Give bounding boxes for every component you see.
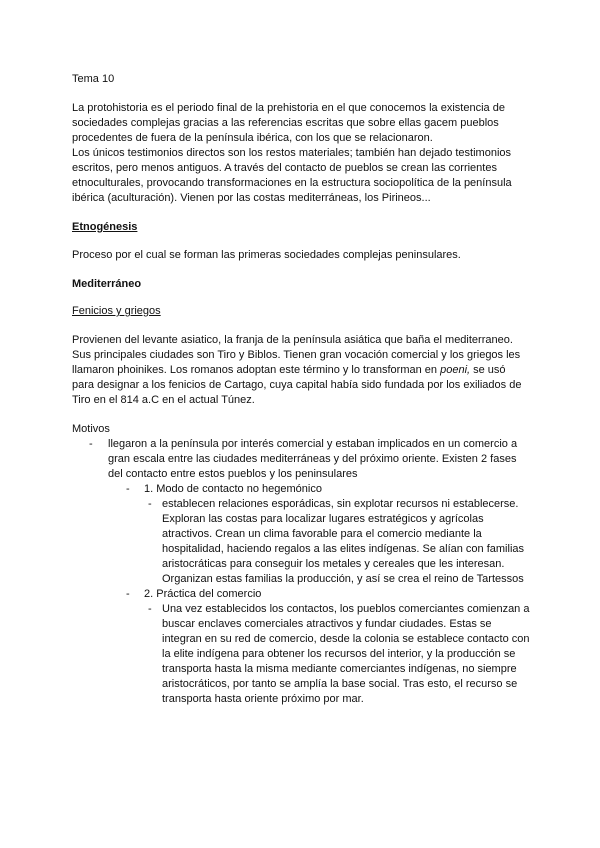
intro-paragraph-2: Los únicos testimonios directos son los restos materiales; también han dejado testimonios escritos, pero menos antiguos. A través del contacto de pueblos se crean las corrientes etnoculturales, provocando transformaciones en la estructura sociopolítica de la península ibérica (aculturación). Vienen por las costas mediterráneas, los Pirineos...: [72, 147, 512, 204]
motivos-label: Motivos: [72, 423, 110, 435]
etnogenesis-heading: Etnogénesis: [72, 221, 138, 233]
list-item: [144, 497, 530, 587]
dash-bullet: -: [148, 603, 152, 615]
fenicios-text-italic: poeni,: [440, 364, 471, 376]
fenicios-griegos-heading: Fenicios y griegos: [72, 305, 161, 317]
spacer: [72, 263, 530, 277]
spacer: [72, 206, 530, 220]
fenicios-text-b: se usó para designar a los fenicios de Cartago, cuya capital había sido fundada por los exiliados de Tiro en el 814 a.C en el actual Túnez.: [72, 364, 522, 406]
dash-bullet: -: [148, 498, 152, 510]
dash-bullet: -: [126, 588, 130, 600]
fase-2-text: Una vez establecidos los contactos, los pueblos comerciantes comienzan a buscar enclaves comerciales atractivos y fundar ciudades. Estas se integran en su red de comercio, desde la colonia se establece contacto con la elite indígena para obtener los recursos del interior, y la producción se transporta hasta la misma mediante comerciantes indígenas, no siempre aristocráticos, por tanto se amplía la base social. Tras esto, el recurso se transporta hasta oriente próximo por mar.: [162, 603, 530, 705]
fase-1-list: [144, 497, 530, 587]
dash-bullet: -: [89, 438, 93, 450]
etnogenesis-definition: Proceso por el cual se forman las primeras sociedades complejas peninsulares.: [72, 249, 461, 261]
mediterraneo-heading: Mediterráneo: [72, 278, 142, 290]
topic-title: Tema 10: [72, 73, 115, 85]
spacer: [72, 408, 530, 422]
list-item: [108, 587, 530, 707]
motivo-text: llegaron a la península por interés comercial y estaban implicados en un comercio a gran escala entre las ciudades mediterráneas y del próximo oriente. Existen 2 fases del contacto entre estos pueblos y los peninsulares: [108, 438, 518, 480]
fases-list: [108, 482, 530, 707]
fase-1-text: establecen relaciones esporádicas, sin explotar recursos ni establecerse. Exploran las costas para localizar lugares estratégicos y agrícolas atractivos. Crean un clima favorable para el comercio mediante la hospitalidad, haciendo regalos a las elites indígenas. Se alían con familias aristocráticas para conseguir los metales y cereales que les interesan. Organizan estas familias la producción, y así se crea el reino de Tartessos: [162, 498, 525, 585]
list-item: [72, 437, 530, 707]
fenicios-paragraph: [72, 333, 530, 408]
fase-2-list: [144, 602, 530, 707]
fase-2-title: 2. Práctica del comercio: [144, 588, 262, 600]
fase-1-title: 1. Modo de contacto no hegemónico: [144, 483, 322, 495]
dash-bullet: -: [126, 483, 130, 495]
list-item: [108, 482, 530, 587]
fenicios-text-a: Provienen del levante asiatico, la franja de la península asiática que baña el mediterraneo. Sus principales ciudades son Tiro y Biblos. Tienen gran vocación comercial y los griegos les llamaron phoinikes. Los romanos adoptan este término y lo transforman en: [72, 334, 521, 376]
list-item: [144, 602, 530, 707]
motivos-list: [72, 437, 530, 707]
intro-paragraph-1: La protohistoria es el periodo final de la prehistoria en el que conocemos la existencia de sociedades complejas gracias a las referencias escritas que sobre ellas gacem pueblos procedentes de fuera de la península ibérica, con los que se relacionaron.: [72, 102, 505, 144]
